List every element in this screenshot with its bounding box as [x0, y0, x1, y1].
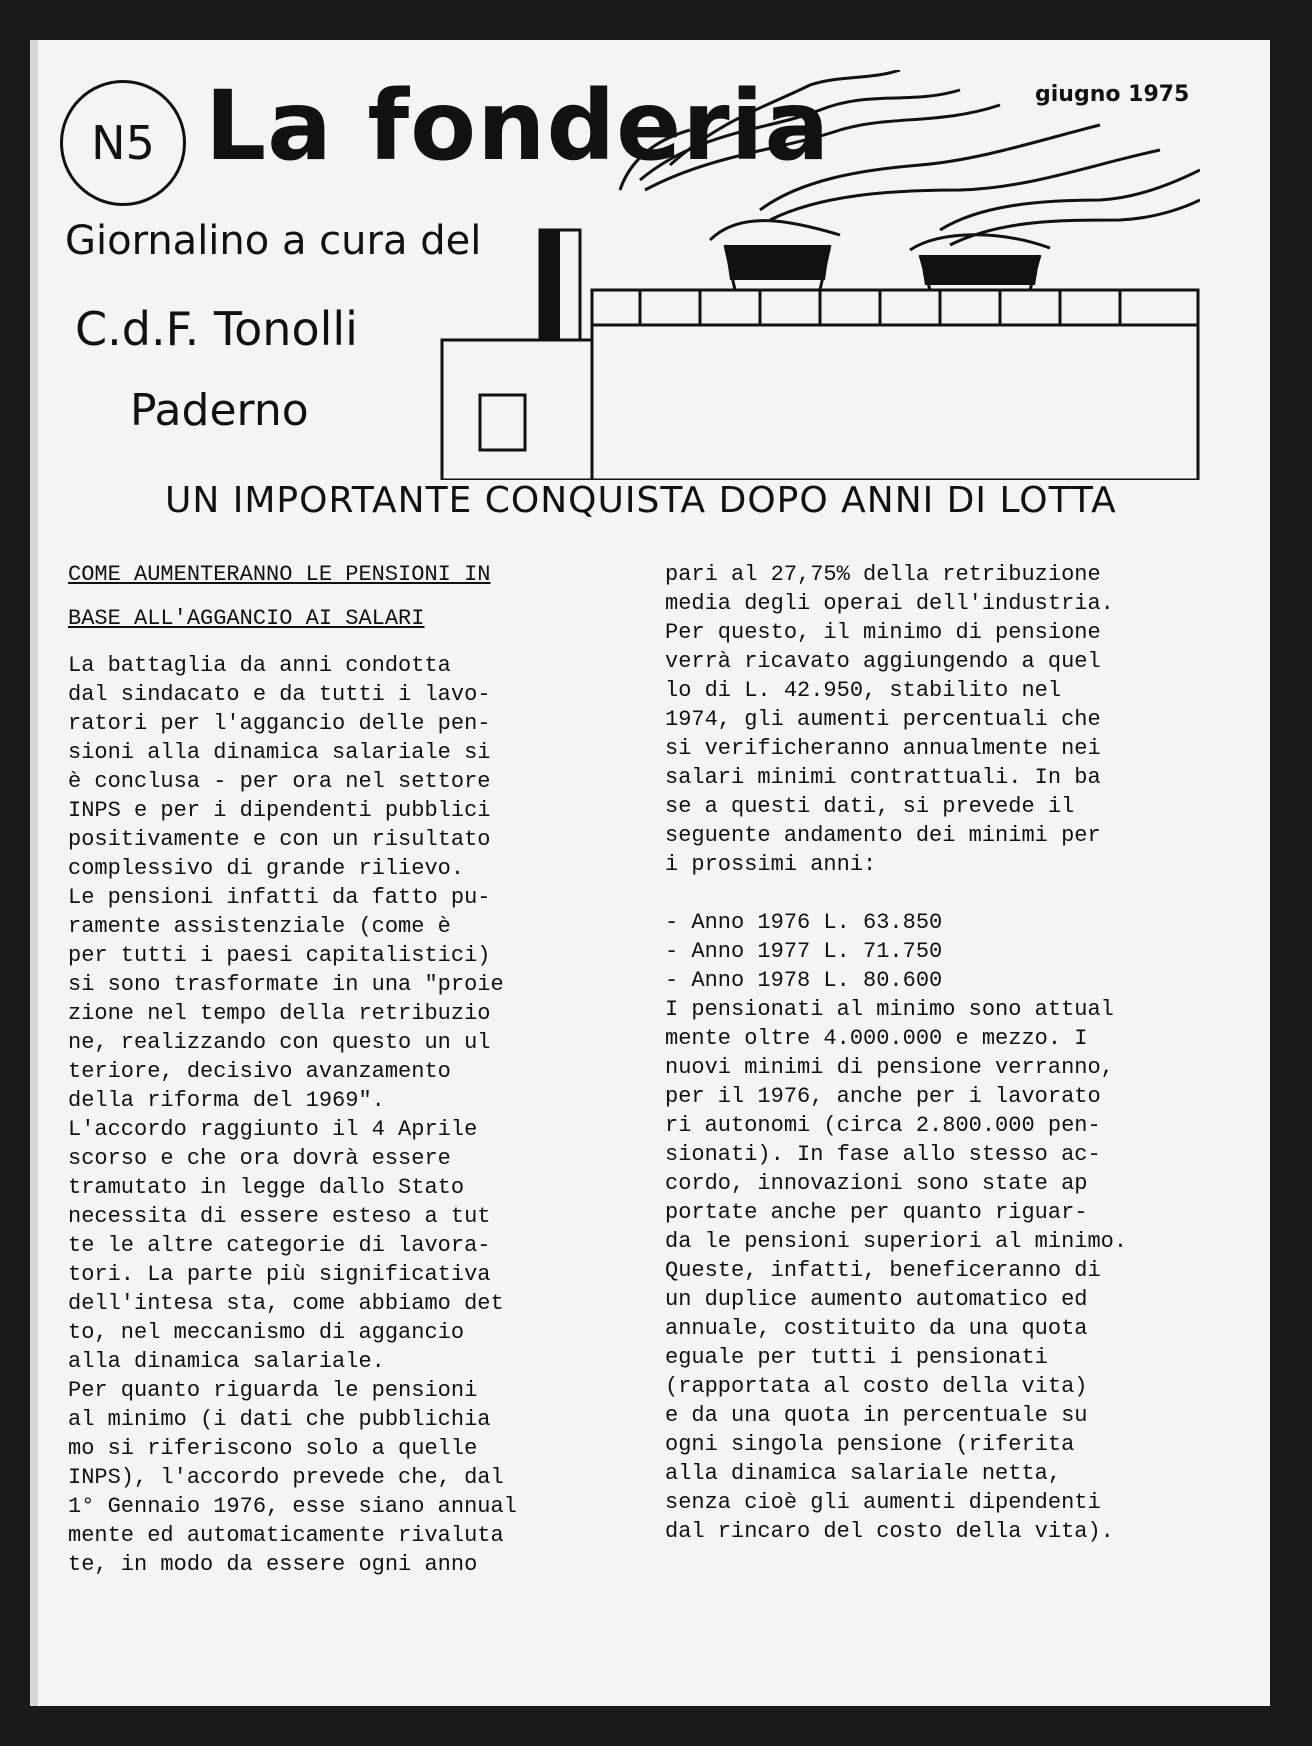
text-line: zione nel tempo della retribuzio	[68, 1001, 491, 1026]
text-line: mo si riferiscono solo a quelle	[68, 1436, 478, 1461]
text-line: si sono trasformate in una "proie	[68, 972, 504, 997]
subtitle-line-1: Giornalino a cura del	[65, 218, 482, 264]
text-line: media degli operai dell'industria.	[665, 591, 1114, 616]
text-line: eguale per tutti i pensionati	[665, 1345, 1048, 1370]
text-line: della riforma del 1969".	[68, 1088, 385, 1113]
text-line: da le pensioni superiori al minimo.	[665, 1229, 1128, 1254]
text-line: scorso e che ora dovrà essere	[68, 1146, 451, 1171]
text-line: L'accordo raggiunto il 4 Aprile	[68, 1117, 478, 1142]
text-line: pari al 27,75% della retribuzione	[665, 562, 1101, 587]
headline: UN IMPORTANTE CONQUISTA DOPO ANNI DI LOTTA	[165, 480, 1117, 521]
article-left-column	[68, 560, 608, 1579]
text-line: teriore, decisivo avanzamento	[68, 1059, 451, 1084]
text-line: se a questi dati, si prevede il	[665, 794, 1075, 819]
text-line: cordo, innovazioni sono state ap	[665, 1171, 1088, 1196]
text-line: lo di L. 42.950, stabilito nel	[665, 678, 1062, 703]
section-title-line-2: BASE ALL'AGGANCIO AI SALARI	[68, 606, 425, 631]
text-line: è conclusa - per ora nel settore	[68, 769, 491, 794]
text-line: positivamente e con un risultato	[68, 827, 491, 852]
text-line: ramente assistenziale (come è	[68, 914, 451, 939]
text-line: tramutato in legge dallo Stato	[68, 1175, 465, 1200]
text-line: portate anche per quanto riguar-	[665, 1200, 1088, 1225]
text-line: ne, realizzando con questo un ul	[68, 1030, 491, 1055]
text-line: annuale, costituito da una quota	[665, 1316, 1088, 1341]
text-line: senza cioè gli aumenti dipendenti	[665, 1490, 1101, 1515]
text-line: ogni singola pensione (riferita	[665, 1432, 1075, 1457]
text-line: un duplice aumento automatico ed	[665, 1287, 1088, 1312]
text-line: seguente andamento dei minimi per	[665, 823, 1101, 848]
text-line: dal sindacato e da tutti i lavo-	[68, 682, 491, 707]
text-line: nuovi minimi di pensione verranno,	[665, 1055, 1114, 1080]
spacer	[68, 589, 608, 604]
subtitle-line-2: C.d.F. Tonolli	[75, 302, 358, 356]
text-line: Per quanto riguarda le pensioni	[68, 1378, 478, 1403]
text-line: per tutti i paesi capitalistici)	[68, 943, 491, 968]
factory-illustration	[440, 70, 1200, 480]
issue-number-badge	[60, 80, 186, 206]
newsletter-page	[30, 40, 1270, 1706]
issue-date: giugno 1975	[1035, 82, 1190, 107]
text-line: Le pensioni infatti da fatto pu-	[68, 885, 491, 910]
text-line: dal rincaro del costo della vita).	[665, 1519, 1114, 1544]
text-line: necessita di essere esteso a tut	[68, 1204, 491, 1229]
text-line: - Anno 1977 L. 71.750	[665, 939, 943, 964]
text-line: alla dinamica salariale.	[68, 1349, 385, 1374]
text-line: INPS e per i dipendenti pubblici	[68, 798, 491, 823]
text-line: te le altre categorie di lavora-	[68, 1233, 491, 1258]
text-line: i prossimi anni:	[665, 852, 877, 877]
text-line: per il 1976, anche per i lavorato	[665, 1084, 1101, 1109]
text-line: (rapportata al costo della vita)	[665, 1374, 1088, 1399]
text-line: Per questo, il minimo di pensione	[665, 620, 1101, 645]
text-line: alla dinamica salariale netta,	[665, 1461, 1062, 1486]
text-line: sioni alla dinamica salariale si	[68, 740, 491, 765]
text-line: sionati). In fase allo stesso ac-	[665, 1142, 1101, 1167]
text-line: salari minimi contrattuali. In ba	[665, 765, 1101, 790]
text-line: 1974, gli aumenti percentuali che	[665, 707, 1101, 732]
text-line	[665, 879, 1235, 908]
text-line: te, in modo da essere ogni anno	[68, 1552, 478, 1577]
newsletter-title: La fonderia	[205, 70, 831, 182]
text-line: complessivo di grande rilievo.	[68, 856, 465, 881]
text-line: - Anno 1978 L. 80.600	[665, 968, 943, 993]
text-line: I pensionati al minimo sono attual	[665, 997, 1114, 1022]
text-line: verrà ricavato aggiungendo a quel	[665, 649, 1101, 674]
text-line: mente oltre 4.000.000 e mezzo. I	[665, 1026, 1088, 1051]
left-body-text	[68, 651, 608, 1579]
text-line: e da una quota in percentuale su	[665, 1403, 1088, 1428]
subtitle-line-3: Paderno	[130, 385, 309, 436]
text-line: La battaglia da anni condotta	[68, 653, 451, 678]
text-line: ri autonomi (circa 2.800.000 pen-	[665, 1113, 1101, 1138]
section-title-line-1: COME AUMENTERANNO LE PENSIONI IN	[68, 562, 491, 587]
text-line: ratori per l'aggancio delle pen-	[68, 711, 491, 736]
text-line: dell'intesa sta, come abbiamo det	[68, 1291, 504, 1316]
text-line: si verificheranno annualmente nei	[665, 736, 1101, 761]
right-body-text	[665, 560, 1235, 1546]
text-line: Queste, infatti, beneficeranno di	[665, 1258, 1101, 1283]
spacer	[68, 633, 608, 651]
text-line: al minimo (i dati che pubblichia	[68, 1407, 491, 1432]
text-line: - Anno 1976 L. 63.850	[665, 910, 943, 935]
issue-number: N5	[91, 116, 155, 170]
text-line: tori. La parte più significativa	[68, 1262, 491, 1287]
article-right-column	[665, 560, 1235, 1546]
text-line: mente ed automaticamente rivaluta	[68, 1523, 504, 1548]
scan-edge	[30, 40, 38, 1706]
text-line: 1° Gennaio 1976, esse siano annual	[68, 1494, 517, 1519]
text-line: INPS), l'accordo prevede che, dal	[68, 1465, 504, 1490]
text-line: to, nel meccanismo di aggancio	[68, 1320, 465, 1345]
